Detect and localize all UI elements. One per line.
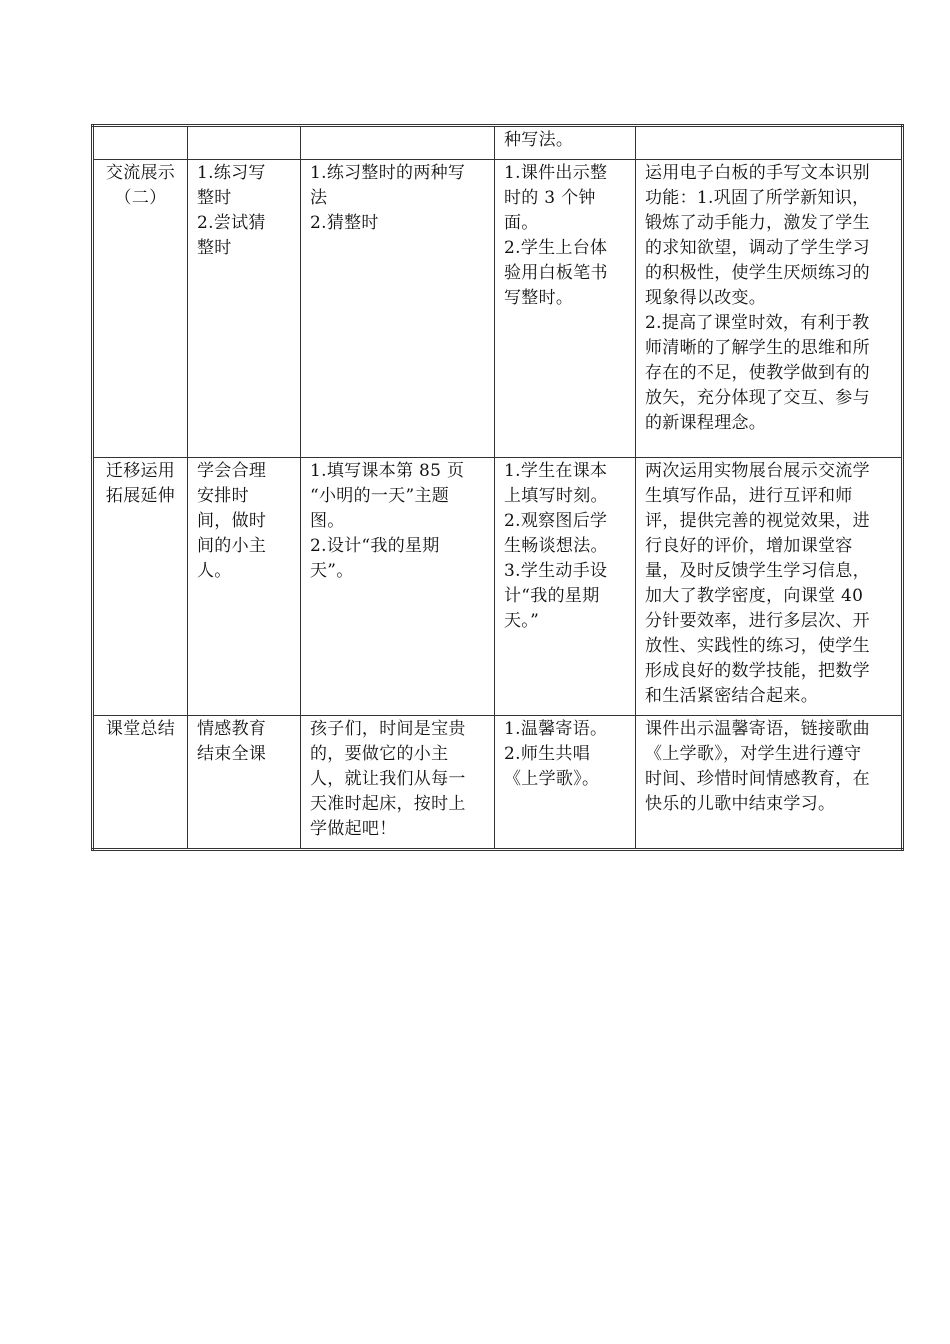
cell-text-line: （二） [114, 188, 167, 208]
cell-text-line: 快乐的儿歌中结束学习。 [645, 794, 836, 814]
cell-text-line: 放矢，充分体现了交互、参与 [645, 388, 870, 408]
cell-text-line: 间，做时 [197, 511, 267, 531]
cell-text-line: 功能：1.巩固了所学新知识， [645, 188, 870, 208]
table-row [93, 126, 903, 160]
cell-text-line: 天准时起床，按时上 [310, 794, 466, 814]
cell-text-line: 2.提高了课堂时效，有利于教 [645, 313, 870, 333]
stage-cell [93, 458, 188, 716]
cell-text-line: 2.猜整时 [310, 213, 379, 233]
cell-text-line: 形成良好的数学技能，把数学 [645, 661, 870, 681]
cell-text-line: 2.学生上台体 [504, 238, 608, 258]
cell-text-line: 《上学歌》。 [504, 769, 600, 789]
cell-text-line: 1.温馨寄语。 [504, 719, 608, 739]
cell-text-line: 结束全课 [197, 744, 267, 764]
cell-text-line: 时的 3 个钟 [504, 188, 596, 208]
cell-text-line: 1.学生在课本 [504, 461, 608, 481]
cell-text-line: 的，要做它的小主 [310, 744, 449, 764]
cell-text-line: 整时 [197, 188, 232, 208]
cell-text-line: 计“我的星期 [504, 586, 600, 606]
stage-cell [93, 126, 188, 160]
content-cell [301, 126, 495, 160]
cell-text-line: 1.练习整时的两种写 [310, 163, 466, 183]
goal-cell [188, 716, 301, 850]
cell-text-line: 的新课程理念。 [645, 413, 767, 433]
cell-text-line: 评，提供完善的视觉效果，进 [645, 511, 870, 531]
cell-text-line: 安排时 [197, 486, 249, 506]
cell-text-line: 行良好的评价，增加课堂容 [645, 536, 853, 556]
cell-text-line: 课堂总结 [105, 719, 176, 739]
cell-text-line: 情感教育 [197, 719, 267, 739]
activity-cell [495, 716, 636, 850]
cell-text-line: 师清晰的了解学生的思维和所 [645, 338, 870, 358]
cell-text-line: “小明的一天”主题 [310, 486, 450, 506]
cell-text-line: 间的小主 [197, 536, 267, 556]
cell-text-line: 的求知欲望，调动了学生学习 [645, 238, 870, 258]
activity-cell [495, 126, 636, 160]
stage-cell [93, 716, 188, 850]
table-row [93, 458, 903, 716]
cell-text-line: 2.尝试猜 [197, 213, 266, 233]
cell-text-line: 天”。 [310, 561, 354, 581]
activity-cell [495, 458, 636, 716]
goal-cell [188, 126, 301, 160]
cell-text-line: 现象得以改变。 [645, 288, 767, 308]
cell-text-line: 孩子们，时间是宝贵 [310, 719, 466, 739]
cell-text-line: 法 [310, 188, 328, 208]
goal-cell [188, 458, 301, 716]
cell-text-line: 《上学歌》，对学生进行遵守 [645, 744, 862, 764]
table-row [93, 160, 903, 458]
cell-text-line: 人。 [197, 561, 232, 581]
cell-text-line: 锻炼了动手能力，激发了学生 [645, 213, 870, 233]
cell-text-line: 人，就让我们从每一 [310, 769, 466, 789]
cell-text-line: 上填写时刻。 [504, 486, 608, 506]
cell-text-line: 存在的不足，使教学做到有的 [645, 363, 870, 383]
table-row [93, 716, 903, 850]
activity-cell [495, 160, 636, 458]
cell-text-line: 种写法。 [504, 130, 574, 150]
cell-text-line: 时间、珍惜时间情感教育，在 [645, 769, 870, 789]
cell-text-line: 3.学生动手设 [504, 561, 608, 581]
goal-cell [188, 160, 301, 458]
cell-text-line: 学会合理 [197, 461, 267, 481]
analysis-cell [636, 716, 903, 850]
cell-text-line: 面。 [504, 213, 539, 233]
cell-text-line: 两次运用实物展台展示交流学 [645, 461, 870, 481]
cell-text-line: 1.填写课本第 85 页 [310, 461, 465, 481]
cell-text-line: 写整时。 [504, 288, 574, 308]
analysis-cell [636, 458, 903, 716]
cell-text-line: 放性、实践性的练习，使学生 [645, 636, 870, 656]
cell-text-line: 的积极性，使学生厌烦练习的 [645, 263, 870, 283]
cell-text-line: 天。” [504, 611, 540, 631]
cell-text-line: 图。 [310, 511, 345, 531]
cell-text-line: 和生活紧密结合起来。 [645, 686, 818, 706]
cell-text-line: 分针要效率，进行多层次、开 [645, 611, 870, 631]
cell-text-line: 2.观察图后学 [504, 511, 608, 531]
cell-text-line: 课件出示温馨寄语，链接歌曲 [645, 719, 870, 739]
cell-text-line: 整时 [197, 238, 232, 258]
cell-text-line: 1.练习写 [197, 163, 266, 183]
cell-text-line: 2.师生共唱 [504, 744, 591, 764]
cell-text-line: 2.设计“我的星期 [310, 536, 440, 556]
cell-text-line: 拓展延伸 [105, 486, 176, 506]
content-cell [301, 716, 495, 850]
cell-text-line: 学做起吧！ [310, 819, 397, 839]
cell-text-line: 验用白板笔书 [504, 263, 608, 283]
cell-text-line: 加大了教学密度，向课堂 40 [645, 586, 864, 606]
cell-text-line: 1.课件出示整 [504, 163, 608, 183]
cell-text-line: 迁移运用 [105, 461, 176, 481]
cell-text-line: 交流展示 [105, 163, 176, 183]
lesson-plan-table [91, 124, 904, 851]
content-cell [301, 160, 495, 458]
analysis-cell [636, 126, 903, 160]
cell-text-line: 生畅谈想法。 [504, 536, 608, 556]
stage-cell [93, 160, 188, 458]
analysis-cell [636, 160, 903, 458]
cell-text-line: 运用电子白板的手写文本识别 [645, 163, 870, 183]
cell-text-line: 量，及时反馈学生学习信息， [645, 561, 870, 581]
cell-text-line: 生填写作品，进行互评和师 [645, 486, 853, 506]
content-cell [301, 458, 495, 716]
